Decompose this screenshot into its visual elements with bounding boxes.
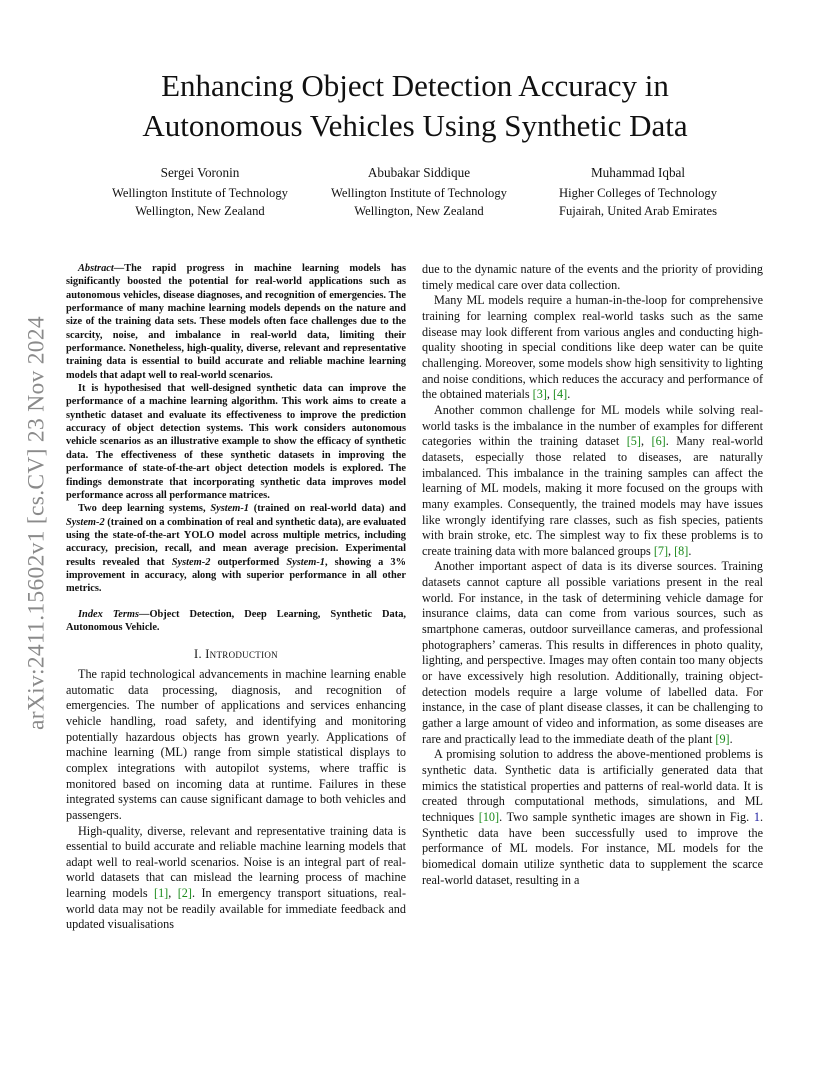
abstract-paragraph-3: Two deep learning systems, System-1 (trained on real-world data) and System-2 (trained on a combination of real and synthetic data), are evaluated using the state-of-the-art YOLO model across multiple metrics, including accuracy, precision, recall, and mean average precision. Experimental results revealed that System-2 outperformed System-1, showing a 3% improvement in accuracy, along with superior performance in all other metrics.	[66, 503, 406, 595]
citation-link[interactable]: [9]	[715, 731, 730, 746]
intro-paragraph-1: The rapid technological advancements in machine learning enable automatic data processing, diagnosis, and recognition of emergencies. The number of applications and services enhancing vehicle handling, road safety, and identifying and monitoring potentially hazardous objects has grown yearly. Applications of machine learning (ML) range from simple statistical displays to complex integrations with autopilot systems, where traffic is monitored based on incoming data at runtime. Failures in these integrated systems can cause significant damage to both vehicles and passengers.	[66, 666, 406, 822]
arxiv-side-identifier	[14, 278, 60, 768]
citation-link[interactable]: [3]	[532, 387, 547, 402]
intro-paragraph-4: Another common challenge for ML models while solving real-world tasks is the imbalance in the number of examples for different categories within the training dataset [5], [6]. Many real-world datasets, especially those related to diseases, are naturally imbalanced. This imbalance in the training samples can affect the learning of ML models, making it more focused on the groups with many examples. Consequently, the trained models may have issues like wrongly identifying rare classes, such as fish species, patients with brain stroke, etc. The simplest way to fix these problems is to create training data with more balanced groups [7], [8].	[422, 402, 763, 558]
intro-paragraph-5: Another important aspect of data is its diverse sources. Training datasets cannot capture all possible variations present in the real world. For instance, in the task of determining vehicle damage for insurance claims, data can come from various sources, such as smartphone cameras, outdoor surveillance cameras, and professional photographers’ cameras. This results in differences in photo quality, lighting, and perspective. Images may often contain too many objects or have excessively high resolution. Additionally, training object-detection models require a large volume of labelled data. For instance, in the case of plant disease classes, it can be challenging to gather a large amount of video and information, as some diseases are rare and practically lead to the immediate death of the plant [9].	[422, 559, 763, 746]
author-name: Abubakar Siddique	[367, 165, 471, 180]
figure-link[interactable]: 1	[753, 809, 760, 824]
author-affiliation: Wellington Institute of Technology	[112, 186, 288, 200]
citation-link[interactable]: [1]	[154, 886, 169, 901]
section-heading-introduction: I. Introduction	[194, 647, 278, 662]
author-2	[304, 164, 534, 220]
right-column	[422, 262, 763, 888]
index-terms: Index Terms—Object Detection, Deep Learning, Synthetic Data, Autonomous Vehicle.	[66, 608, 406, 633]
author-3	[523, 164, 753, 220]
abstract	[66, 262, 406, 596]
abstract-label: Abstract	[78, 263, 114, 274]
left-column	[66, 262, 406, 933]
intro-paragraph-2-continued: due to the dynamic nature of the events and the priority of providing timely medical care over data collection.	[422, 262, 763, 292]
title-line-2: Autonomous Vehicles Using Synthetic Data	[142, 108, 688, 143]
author-affiliation: Higher Colleges of Technology	[558, 186, 718, 200]
citation-link[interactable]: [5]	[626, 434, 641, 449]
intro-paragraph-6: A promising solution to address the above-mentioned problems is synthetic data. Synthetic data is artificially generated data that mimics the statistical properties and patterns of real-world data. It is created through computational methods, simulations, and ML techniques [10]. Two sample synthetic images are shown in Fig. 1. Synthetic data have been successfully used to improve the performance of ML models. For instance, ML models for the biomedical domain utilize synthetic data to supplement the scarce real-world dataset, resulting in a	[422, 747, 763, 887]
author-location: Wellington, New Zealand	[354, 204, 484, 218]
intro-paragraph-2: High-quality, diverse, relevant and representative training data is essential to build accurate and reliable machine learning models that adapt well to real-world scenarios. Noise is an integral part of real-world datasets that can mislead the learning process of machine learning models [1], [2]. In emergency transport situations, real-world data may not be readily available for immediate feedback and updated visualisations	[66, 823, 406, 932]
author-affiliation: Wellington Institute of Technology	[331, 186, 507, 200]
author-name: Sergei Voronin	[160, 165, 240, 180]
paper-title	[80, 66, 750, 146]
author-name: Muhammad Iqbal	[590, 165, 686, 180]
intro-paragraph-3: Many ML models require a human-in-the-loop for comprehensive training for learning complex real-world tasks such as the same disease may look different from various angles and conducting high-quality shooting in special conditions like deep water can be quite challenging. Moreover, some models show high sensitivity to lighting and noise conditions, which reduces the accuracy and performance of the obtained materials [3], [4].	[422, 293, 763, 402]
citation-link[interactable]: [8]	[674, 543, 689, 558]
citation-link[interactable]: [2]	[177, 886, 192, 901]
author-1	[85, 164, 315, 220]
citation-link[interactable]: [4]	[552, 387, 568, 402]
title-line-1: Enhancing Object Detection Accuracy in	[161, 68, 669, 103]
index-terms-label: Index Terms	[78, 608, 140, 620]
author-location: Fujairah, United Arab Emirates	[558, 204, 718, 218]
citation-link[interactable]: [6]	[651, 434, 666, 449]
author-location: Wellington, New Zealand	[135, 204, 265, 218]
citation-link[interactable]: [7]	[653, 543, 669, 558]
abstract-paragraph-2: It is hypothesised that well-designed synthetic data can improve the performance of a machine learning algorithm. This work aims to create a synthetic dataset and evaluate its effectiveness to improve the prediction accuracy of object detection systems. This work considers autonomous vehicle scenarios as an illustrative example to show the efficacy of synthetic data. The effectiveness of these synthetic datasets in improving the performance of state-of-the-art object detection models is explored. The findings demonstrate that incorporating synthetic data improves model performance across all performance matrices.	[66, 383, 406, 501]
abstract-paragraph-1: Abstract—The rapid progress in machine learning models has significantly boosted the potential for real-world applications such as autonomous vehicles, disease diagnoses, and recognition of emergencies. The performance of many machine learning models depends on the nature and size of the training data sets. These models often face challenges due to the scarcity, noise, and imbalance in real-world data, limiting their performance. Nonetheless, high-quality, diverse, relevant and representative training data is essential to build accurate and reliable machine learning models that adapt well to real-world scenarios.	[66, 263, 406, 381]
citation-link[interactable]: [10]	[478, 809, 500, 824]
arxiv-id-text: arXiv:2411.15602v1 [cs.CV] 23 Nov 2024	[23, 316, 50, 730]
